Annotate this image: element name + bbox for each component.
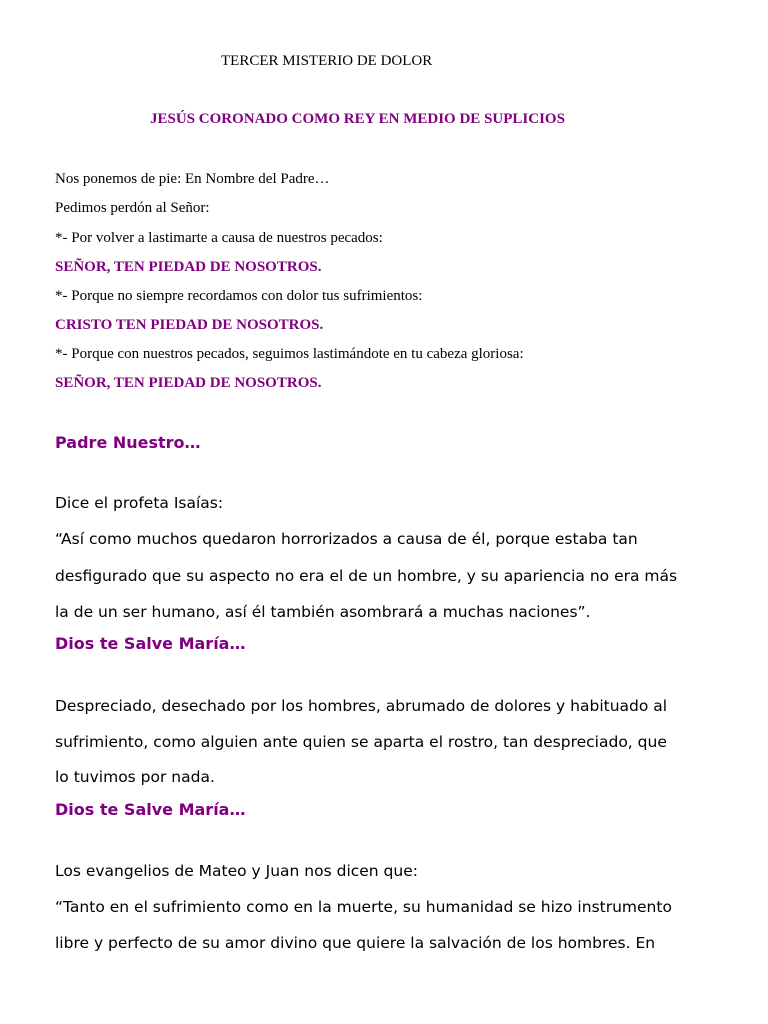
petition-3: *- Porque con nuestros pecados, seguimos lastimándote en tu cabeza gloriosa: [55, 346, 524, 362]
intro-line-2: Pedimos perdón al Señor: [55, 200, 210, 216]
petition-1: *- Por volver a lastimarte a causa de nuestros pecados: [55, 230, 383, 246]
reading-2-line-1: Despreciado, desechado por los hombres, abrumado de dolores y habituado al [55, 697, 668, 715]
response-1: SEÑOR, TEN PIEDAD DE NOSOTROS. [55, 259, 322, 275]
hail-mary-heading-1: Dios te Salve María… [55, 634, 246, 653]
our-father-heading: Padre Nuestro… [55, 433, 201, 452]
reading-2-line-3: lo tuvimos por nada. [55, 768, 215, 786]
response-2: CRISTO TEN PIEDAD DE NOSOTROS. [55, 317, 324, 333]
reading-3-line-1: “Tanto en el sufrimiento como en la muerte, su humanidad se hizo instrumento [55, 898, 672, 916]
response-3: SEÑOR, TEN PIEDAD DE NOSOTROS. [55, 375, 322, 391]
document-title: TERCER MISTERIO DE DOLOR [221, 53, 433, 69]
intro-line-1: Nos ponemos de pie: En Nombre del Padre… [55, 171, 330, 187]
hail-mary-heading-2: Dios te Salve María… [55, 800, 246, 819]
reading-1-line-3: la de un ser humano, así él también asombrará a muchas naciones”. [55, 603, 591, 621]
document-subtitle: JESÚS CORONADO COMO REY EN MEDIO DE SUPLICIOS [150, 111, 565, 127]
reading-2-line-2: sufrimiento, como alguien ante quien se aparta el rostro, tan despreciado, que [55, 733, 667, 751]
reading-1-line-1: “Así como muchos quedaron horrorizados a causa de él, porque estaba tan [55, 530, 638, 548]
reading-1-line-2: desfigurado que su aspecto no era el de un hombre, y su apariencia no era más [55, 567, 678, 585]
reading-1-intro: Dice el profeta Isaías: [55, 494, 224, 512]
reading-3-line-2: libre y perfecto de su amor divino que quiere la salvación de los hombres. En [55, 934, 656, 952]
reading-3-intro: Los evangelios de Mateo y Juan nos dicen que: [55, 862, 418, 880]
petition-2: *- Porque no siempre recordamos con dolor tus sufrimientos: [55, 288, 423, 304]
